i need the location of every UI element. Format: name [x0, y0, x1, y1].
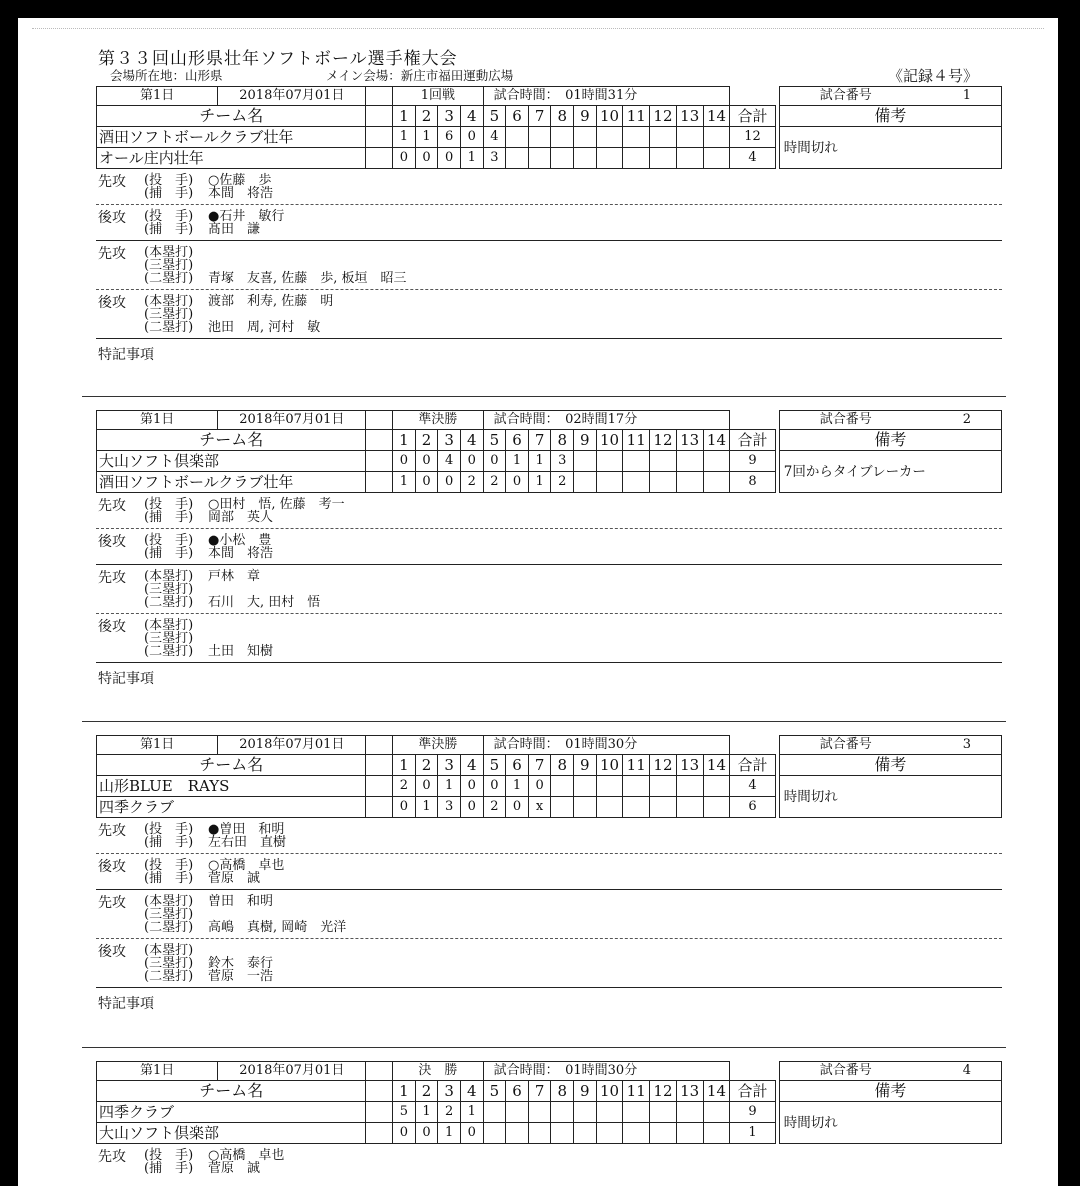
inning-score	[703, 472, 730, 493]
inning-score	[574, 776, 597, 797]
inning-score	[676, 127, 703, 148]
inning-score	[703, 1102, 730, 1123]
inning-score: 3	[438, 797, 461, 818]
catcher-name: 菅原 誠	[208, 1161, 261, 1176]
inning-header-11: 11	[623, 1081, 650, 1102]
location-label: 会場所在地：山形県	[110, 68, 223, 83]
inning-score	[623, 148, 650, 169]
special-notes: 特記事項	[96, 338, 1002, 378]
inning-score: 0	[415, 451, 438, 472]
inning-score	[623, 451, 650, 472]
team-row	[97, 1102, 1002, 1123]
inning-score	[623, 1102, 650, 1123]
total-header: 合計	[730, 106, 775, 127]
remark: 時間切れ	[779, 127, 1001, 169]
inning-score: 0	[393, 1123, 416, 1144]
catcher-name: 左右田 直樹	[208, 835, 287, 850]
pitcher-name: ●石井 敏行	[208, 209, 285, 224]
team-name-header: チーム名	[97, 1081, 366, 1102]
double-hitters: 青塚 友喜, 佐藤 歩, 板垣 昭三	[208, 271, 407, 286]
top-hits: 先攻 (本塁打) 曽田 和明 (三塁打) (二塁打) 高嶋 真樹, 岡崎 光洋	[96, 889, 1002, 938]
day-label: 第1日	[97, 736, 218, 755]
inning-score	[551, 1123, 574, 1144]
inning-header-2: 2	[415, 755, 438, 776]
inning-score: 0	[460, 1123, 483, 1144]
inning-score: 5	[393, 1102, 416, 1123]
inning-header-12: 12	[650, 106, 677, 127]
inning-header-14: 14	[703, 430, 730, 451]
inning-header-3: 3	[438, 755, 461, 776]
scoreboard	[96, 735, 1002, 818]
team-name-header: チーム名	[97, 755, 366, 776]
inning-score	[506, 1123, 529, 1144]
remarks-header: 備考	[779, 1081, 1001, 1102]
team-name: 酒田ソフトボールクラブ壮年	[97, 472, 366, 493]
inning-score: 0	[438, 148, 461, 169]
team-total: 6	[730, 797, 775, 818]
inning-score	[574, 148, 597, 169]
top-hits: 先攻 (本塁打) (三塁打) (二塁打) 青塚 友喜, 佐藤 歩, 板垣 昭三	[96, 240, 1002, 289]
inning-score	[574, 1102, 597, 1123]
inning-score: 2	[393, 776, 416, 797]
inning-header-7: 7	[528, 430, 551, 451]
inning-score: 2	[460, 472, 483, 493]
inning-score: 0	[483, 451, 506, 472]
team-name: 酒田ソフトボールクラブ壮年	[97, 127, 366, 148]
inning-score: 0	[460, 776, 483, 797]
main-venue: メイン会場：新庄市福田運動広場	[326, 68, 514, 83]
inning-score: 4	[438, 451, 461, 472]
pitcher-name: ●曽田 和明	[208, 822, 285, 837]
inning-score: 1	[528, 472, 551, 493]
double-hitters: 石川 大, 田村 悟	[208, 595, 321, 610]
bottom-battery: 後攻 (投 手) ○高橋 卓也 (捕 手) 菅原 誠	[96, 853, 1002, 889]
inning-score: 0	[415, 776, 438, 797]
top-battery: 先攻 (投 手) ○高橋 卓也 (捕 手) 菅原 誠	[98, 1148, 285, 1176]
bottom-hits: 後攻 (本塁打) 渡部 利寿, 佐藤 明 (三塁打) (二塁打) 池田 周, 河村 敏	[96, 289, 1002, 338]
inning-score	[676, 1123, 703, 1144]
inning-score	[650, 776, 677, 797]
date-label: 2018年07月01日	[218, 87, 366, 106]
game-number: 試合番号 2	[779, 411, 1001, 430]
inning-score: 0	[438, 472, 461, 493]
team-total: 9	[730, 1102, 775, 1123]
pitcher-name: ●小松 豊	[208, 533, 272, 548]
team-total: 12	[730, 127, 775, 148]
inning-header-8: 8	[551, 1081, 574, 1102]
total-header: 合計	[730, 1081, 775, 1102]
special-notes: 特記事項	[96, 987, 1002, 1027]
catcher-name: 本間 将浩	[208, 546, 274, 561]
inning-score	[551, 1102, 574, 1123]
team-total: 4	[730, 776, 775, 797]
game-time: 試合時間： 01時間30分	[483, 1062, 730, 1081]
inning-score	[703, 1123, 730, 1144]
inning-header-1: 1	[393, 430, 416, 451]
bottom-hits: 後攻 (本塁打) (三塁打) 鈴木 泰行 (二塁打) 菅原 一浩	[96, 938, 1002, 987]
inning-score	[506, 148, 529, 169]
inning-score	[596, 776, 623, 797]
inning-header-3: 3	[438, 1081, 461, 1102]
inning-score	[623, 1123, 650, 1144]
game-time-value: 02時間17分	[565, 412, 638, 427]
inning-header-13: 13	[676, 755, 703, 776]
inning-score	[623, 776, 650, 797]
inning-score	[650, 1123, 677, 1144]
pitcher-name: ○高橋 卓也	[208, 858, 285, 873]
team-name: 四季クラブ	[97, 1102, 366, 1123]
inning-score: 0	[415, 472, 438, 493]
inning-header-11: 11	[623, 430, 650, 451]
inning-score	[650, 148, 677, 169]
inning-score: 0	[483, 776, 506, 797]
inning-header-4: 4	[460, 430, 483, 451]
game-number-value: 4	[962, 1063, 971, 1078]
remarks-header: 備考	[779, 106, 1001, 127]
team-row	[97, 451, 1002, 472]
team-total: 9	[730, 451, 775, 472]
special-notes: 特記事項	[96, 662, 1002, 702]
inning-score	[650, 127, 677, 148]
inning-score	[623, 472, 650, 493]
inning-header-6: 6	[506, 1081, 529, 1102]
inning-score: 1	[506, 451, 529, 472]
team-total: 1	[730, 1123, 775, 1144]
inning-score: 1	[528, 451, 551, 472]
inning-score	[703, 776, 730, 797]
remarks-header: 備考	[779, 430, 1001, 451]
inning-header-9: 9	[574, 1081, 597, 1102]
inning-score	[506, 1102, 529, 1123]
home-run-hitters: 戸林 章	[208, 569, 261, 584]
game-time-value: 01時間31分	[565, 88, 638, 103]
game-number-value: 1	[962, 88, 971, 103]
total-header: 合計	[730, 755, 775, 776]
catcher-name: 岡部 英人	[208, 510, 274, 525]
inning-score: 3	[483, 148, 506, 169]
inning-score: 1	[460, 1102, 483, 1123]
inning-header-9: 9	[574, 106, 597, 127]
game-time: 試合時間： 01時間31分	[483, 87, 730, 106]
inning-header-3: 3	[438, 430, 461, 451]
remark: 7回からタイブレーカー	[779, 451, 1001, 493]
inning-score	[676, 451, 703, 472]
inning-score	[596, 148, 623, 169]
inning-header-5: 5	[483, 106, 506, 127]
game-number: 試合番号 3	[779, 736, 1001, 755]
inning-score: 3	[551, 451, 574, 472]
inning-header-11: 11	[623, 106, 650, 127]
inning-header-9: 9	[574, 430, 597, 451]
inning-score: 0	[506, 472, 529, 493]
game-block-2	[96, 410, 1002, 702]
inning-header-13: 13	[676, 1081, 703, 1102]
home-run-hitters: 渡部 利寿, 佐藤 明	[208, 294, 334, 309]
inning-score	[551, 127, 574, 148]
inning-score	[574, 451, 597, 472]
game-separator	[82, 721, 1006, 722]
game-time-value: 01時間30分	[565, 737, 638, 752]
triple-hitters: 鈴木 泰行	[208, 956, 274, 971]
inning-header-12: 12	[650, 430, 677, 451]
inning-header-10: 10	[596, 430, 623, 451]
inning-score: 6	[438, 127, 461, 148]
inning-score	[483, 1123, 506, 1144]
double-hitters: 高嶋 真樹, 岡崎 光洋	[208, 920, 347, 935]
inning-score: 0	[528, 776, 551, 797]
inning-score: 0	[506, 797, 529, 818]
inning-header-14: 14	[703, 106, 730, 127]
inning-score	[574, 1123, 597, 1144]
inning-score: 2	[483, 797, 506, 818]
record-number: 《記録４号》	[887, 67, 978, 85]
inning-score	[596, 127, 623, 148]
remark: 時間切れ	[779, 776, 1001, 818]
date-label: 2018年07月01日	[218, 1062, 366, 1081]
day-label: 第1日	[97, 411, 218, 430]
inning-score	[650, 472, 677, 493]
inning-score: 1	[506, 776, 529, 797]
game-number-value: 2	[962, 412, 971, 427]
game-time: 試合時間： 02時間17分	[483, 411, 730, 430]
inning-score	[650, 451, 677, 472]
scoreboard	[96, 86, 1002, 169]
inning-header-1: 1	[393, 755, 416, 776]
date-label: 2018年07月01日	[218, 411, 366, 430]
inning-header-2: 2	[415, 430, 438, 451]
inning-score: 2	[551, 472, 574, 493]
inning-score	[596, 451, 623, 472]
top-battery: 先攻 (投 手) ○佐藤 歩 (捕 手) 本間 将浩	[98, 173, 274, 201]
inning-header-1: 1	[393, 106, 416, 127]
inning-header-7: 7	[528, 1081, 551, 1102]
inning-score: x	[528, 797, 551, 818]
game-time: 試合時間： 01時間30分	[483, 736, 730, 755]
inning-score	[676, 148, 703, 169]
top-battery: 先攻 (投 手) ○田村 悟, 佐藤 考一 (捕 手) 岡部 英人	[98, 497, 345, 525]
inning-header-1: 1	[393, 1081, 416, 1102]
inning-score	[596, 1102, 623, 1123]
inning-header-12: 12	[650, 755, 677, 776]
game-separator	[82, 396, 1006, 397]
inning-header-10: 10	[596, 1081, 623, 1102]
inning-score: 4	[483, 127, 506, 148]
inning-score	[483, 1102, 506, 1123]
day-label: 第1日	[97, 1062, 218, 1081]
scoreboard	[96, 410, 1002, 493]
inning-score: 1	[415, 797, 438, 818]
inning-score	[676, 1102, 703, 1123]
game-number: 試合番号 1	[779, 87, 1001, 106]
bottom-hits: 後攻 (本塁打) (三塁打) (二塁打) 土田 知樹	[96, 613, 1002, 662]
inning-score	[528, 1123, 551, 1144]
inning-header-6: 6	[506, 430, 529, 451]
date-label: 2018年07月01日	[218, 736, 366, 755]
inning-score	[551, 797, 574, 818]
team-name: 四季クラブ	[97, 797, 366, 818]
game-separator	[82, 1047, 1006, 1048]
inning-header-4: 4	[460, 755, 483, 776]
inning-score	[551, 776, 574, 797]
inning-score: 0	[415, 1123, 438, 1144]
inning-header-7: 7	[528, 755, 551, 776]
inning-score	[650, 797, 677, 818]
inning-score: 0	[460, 451, 483, 472]
round-label: 1回戦	[393, 87, 483, 106]
round-label: 準決勝	[393, 411, 483, 430]
inning-score	[676, 776, 703, 797]
inning-score: 0	[460, 797, 483, 818]
inning-score	[596, 472, 623, 493]
game-number: 試合番号 4	[779, 1062, 1001, 1081]
inning-header-8: 8	[551, 430, 574, 451]
inning-score	[528, 127, 551, 148]
game-block-3	[96, 735, 1002, 1027]
inning-score	[528, 148, 551, 169]
inning-score	[574, 127, 597, 148]
inning-score	[703, 148, 730, 169]
game-time-value: 01時間30分	[565, 1063, 638, 1078]
inning-header-3: 3	[438, 106, 461, 127]
top-hits: 先攻 (本塁打) 戸林 章 (三塁打) (二塁打) 石川 大, 田村 悟	[96, 564, 1002, 613]
inning-score	[551, 148, 574, 169]
inning-score	[703, 127, 730, 148]
bottom-battery: 後攻 (投 手) ●小松 豊 (捕 手) 本間 将浩	[96, 528, 1002, 564]
inning-header-9: 9	[574, 755, 597, 776]
inning-header-14: 14	[703, 755, 730, 776]
record-sheet	[18, 18, 1058, 1186]
inning-header-4: 4	[460, 1081, 483, 1102]
inning-header-6: 6	[506, 106, 529, 127]
inning-score: 0	[393, 451, 416, 472]
catcher-name: 菅原 誠	[208, 871, 261, 886]
remark: 時間切れ	[779, 1102, 1001, 1144]
team-name-header: チーム名	[97, 430, 366, 451]
inning-score: 1	[438, 776, 461, 797]
team-name: 大山ソフト倶楽部	[97, 1123, 366, 1144]
inning-score: 1	[438, 1123, 461, 1144]
double-hitters: 池田 周, 河村 敏	[208, 320, 321, 335]
team-name: オール庄内壮年	[97, 148, 366, 169]
day-label: 第1日	[97, 87, 218, 106]
inning-score: 1	[415, 127, 438, 148]
round-label: 準決勝	[393, 736, 483, 755]
inning-header-8: 8	[551, 755, 574, 776]
team-name: 山形BLUE RAYS	[97, 776, 366, 797]
team-name-header: チーム名	[97, 106, 366, 127]
inning-score: 2	[483, 472, 506, 493]
round-label: 決 勝	[393, 1062, 483, 1081]
inning-score: 0	[460, 127, 483, 148]
inning-header-13: 13	[676, 106, 703, 127]
remarks-header: 備考	[779, 755, 1001, 776]
inning-header-10: 10	[596, 106, 623, 127]
inning-header-4: 4	[460, 106, 483, 127]
double-hitters: 菅原 一浩	[208, 969, 274, 984]
inning-score	[676, 797, 703, 818]
inning-score: 0	[393, 797, 416, 818]
game-block-1	[96, 86, 1002, 378]
team-name: 大山ソフト倶楽部	[97, 451, 366, 472]
inning-score	[650, 1102, 677, 1123]
team-row	[97, 127, 1002, 148]
game-block-4	[96, 1061, 1002, 1179]
double-hitters: 土田 知樹	[208, 644, 274, 659]
pitcher-name: ○田村 悟, 佐藤 考一	[208, 497, 345, 512]
inning-header-2: 2	[415, 106, 438, 127]
inning-header-2: 2	[415, 1081, 438, 1102]
inning-header-13: 13	[676, 430, 703, 451]
inning-score: 2	[438, 1102, 461, 1123]
inning-score: 1	[393, 472, 416, 493]
inning-score: 1	[460, 148, 483, 169]
inning-score: 0	[415, 148, 438, 169]
inning-score	[574, 797, 597, 818]
inning-header-5: 5	[483, 430, 506, 451]
inning-score	[528, 1102, 551, 1123]
inning-score: 1	[415, 1102, 438, 1123]
game-number-value: 3	[962, 737, 971, 752]
inning-score	[703, 797, 730, 818]
scoreboard	[96, 1061, 1002, 1144]
inning-score	[574, 472, 597, 493]
inning-header-14: 14	[703, 1081, 730, 1102]
catcher-name: 髙田 謙	[208, 222, 261, 237]
team-total: 4	[730, 148, 775, 169]
page-title: 第３３回山形県壮年ソフトボール選手権大会	[98, 49, 458, 69]
inning-score	[596, 797, 623, 818]
venue-line	[110, 66, 513, 84]
top-battery: 先攻 (投 手) ●曽田 和明 (捕 手) 左右田 直樹	[98, 822, 287, 850]
total-header: 合計	[730, 430, 775, 451]
inning-score	[676, 472, 703, 493]
inning-score	[506, 127, 529, 148]
catcher-name: 本間 将浩	[208, 186, 274, 201]
team-total: 8	[730, 472, 775, 493]
inning-header-8: 8	[551, 106, 574, 127]
top-rule	[32, 28, 1044, 29]
pitcher-name: ○佐藤 歩	[208, 173, 272, 188]
inning-header-7: 7	[528, 106, 551, 127]
inning-header-5: 5	[483, 1081, 506, 1102]
inning-header-6: 6	[506, 755, 529, 776]
home-run-hitters: 曽田 和明	[208, 894, 274, 909]
team-row	[97, 776, 1002, 797]
inning-score	[703, 451, 730, 472]
inning-header-11: 11	[623, 755, 650, 776]
inning-score: 1	[393, 127, 416, 148]
inning-score: 0	[393, 148, 416, 169]
bottom-battery: 後攻 (投 手) ●石井 敏行 (捕 手) 髙田 謙	[96, 204, 1002, 240]
pitcher-name: ○高橋 卓也	[208, 1148, 285, 1163]
inning-score	[596, 1123, 623, 1144]
inning-header-12: 12	[650, 1081, 677, 1102]
inning-score	[623, 127, 650, 148]
inning-header-5: 5	[483, 755, 506, 776]
inning-header-10: 10	[596, 755, 623, 776]
inning-score	[623, 797, 650, 818]
